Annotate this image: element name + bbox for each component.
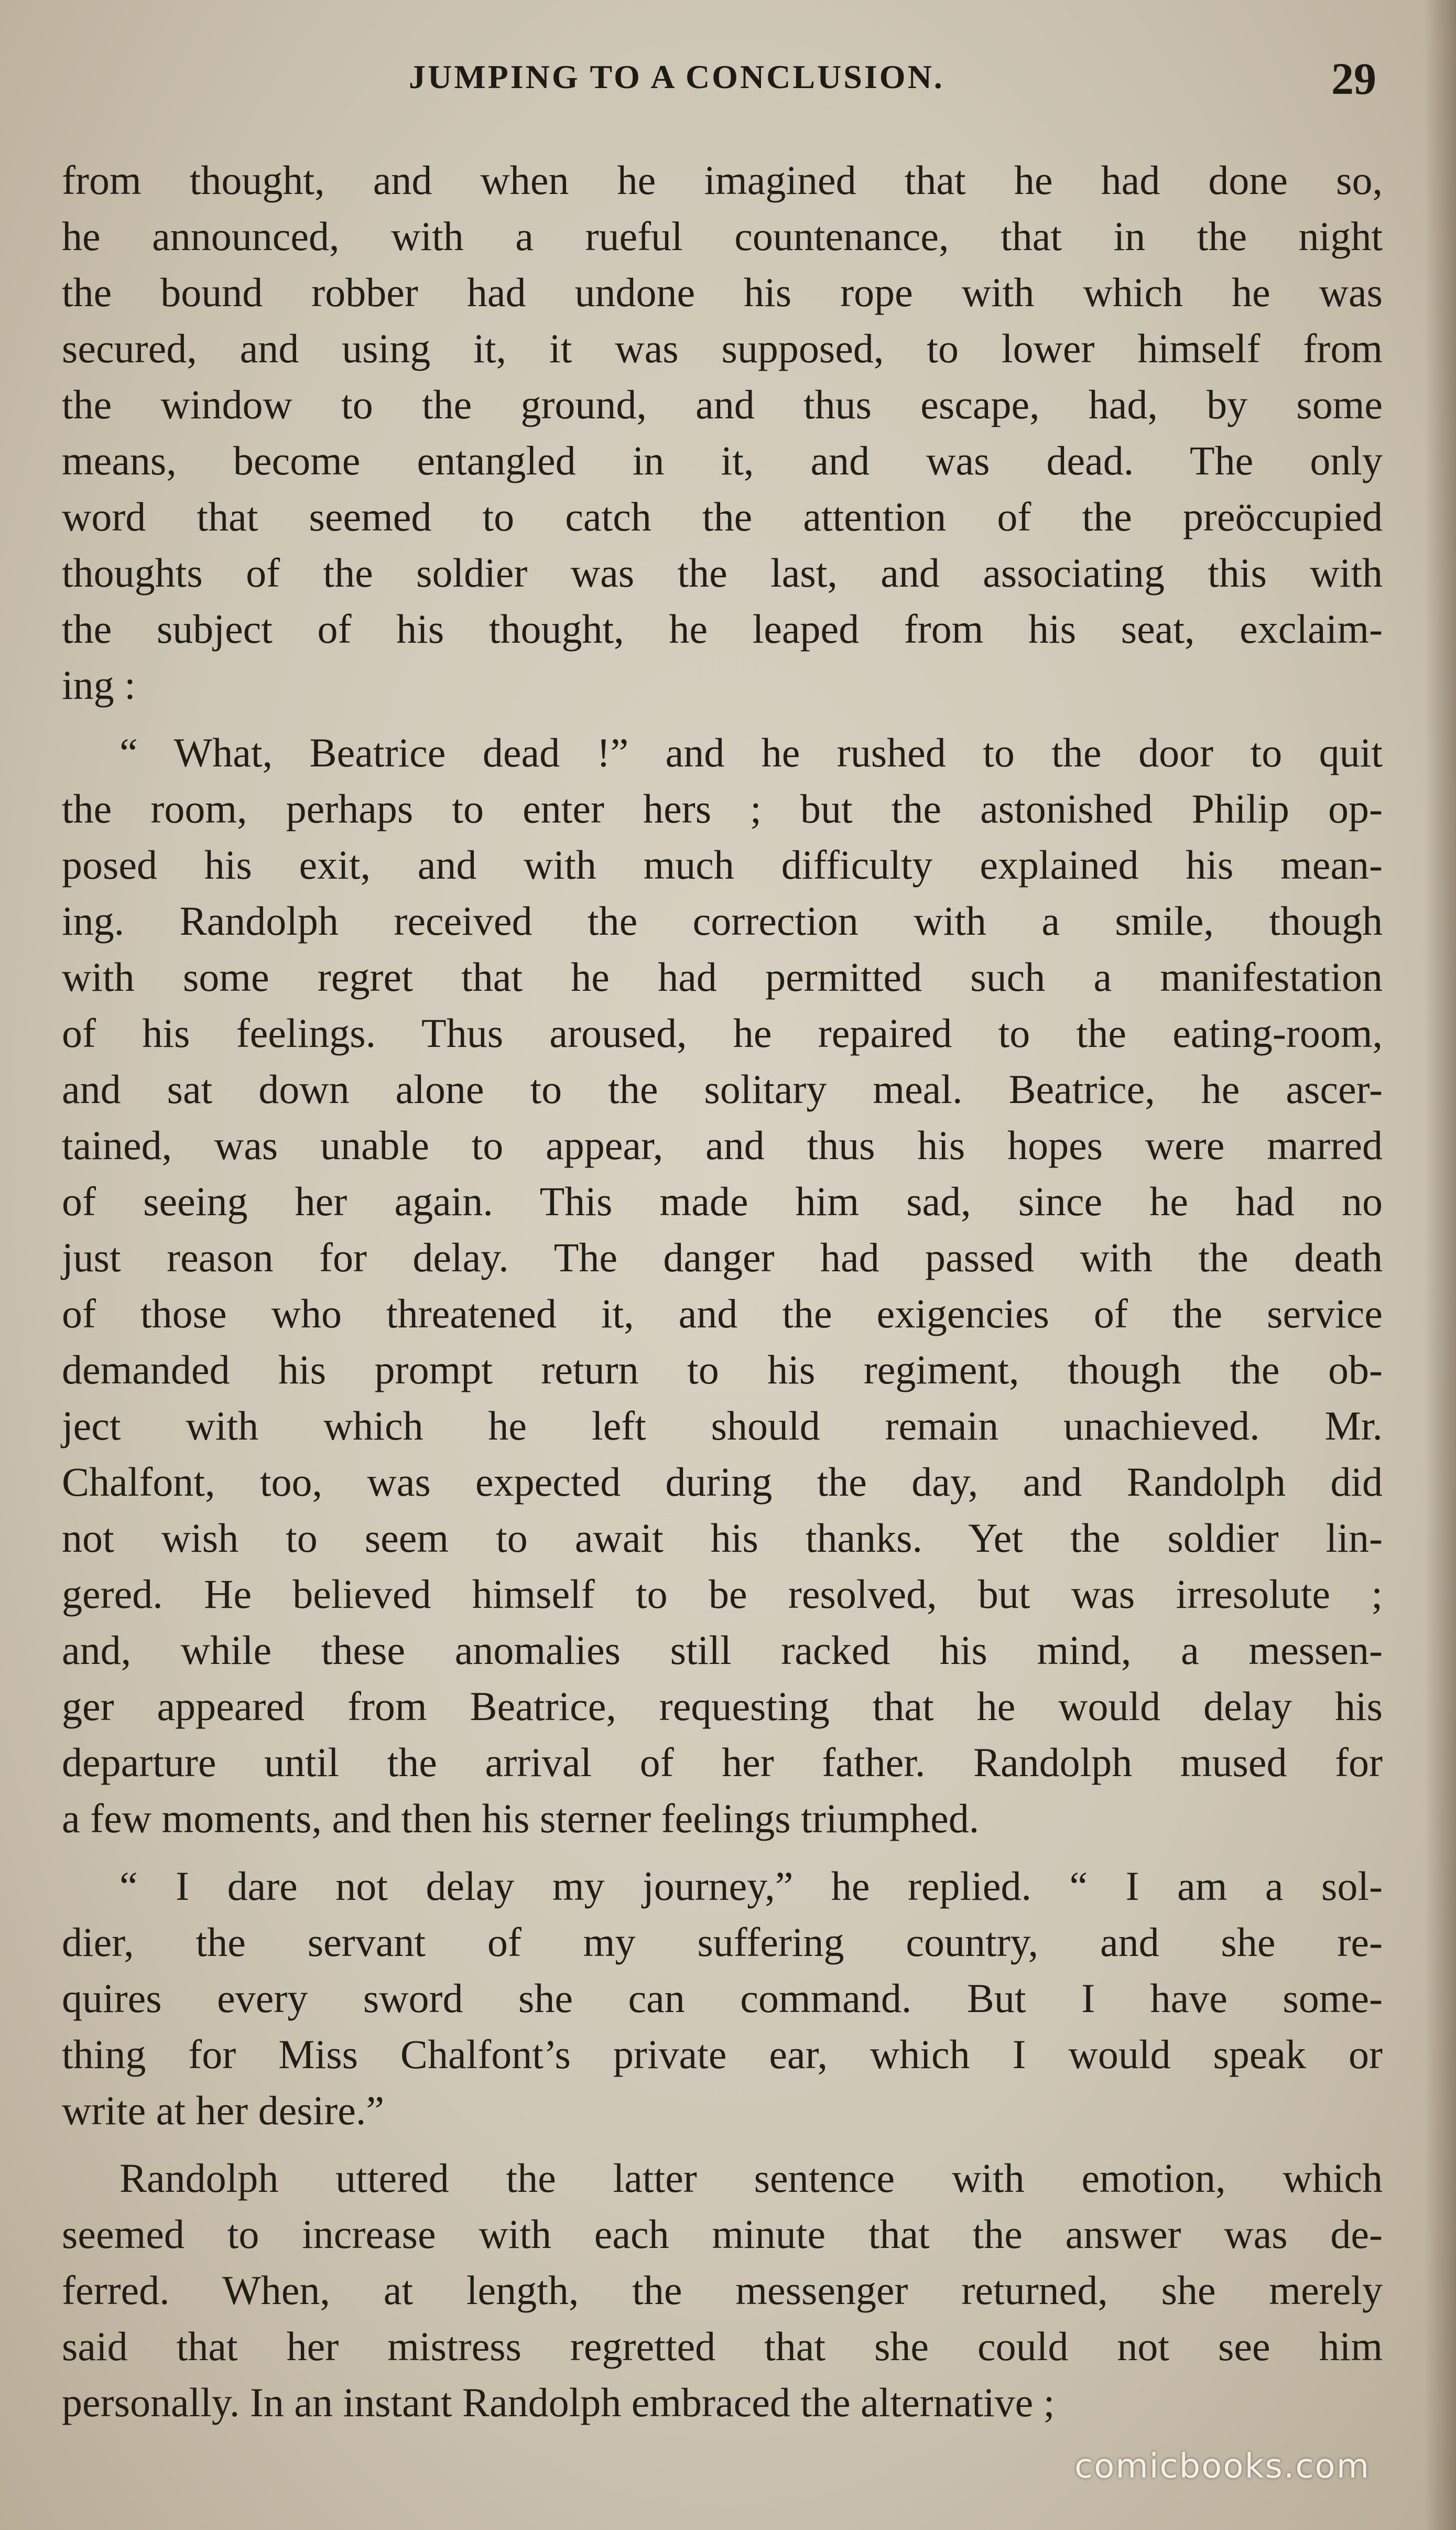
watermark: comicbooks.com (1074, 2447, 1371, 2486)
text-line: dier, the servant of my suffering country, and she re- (62, 1919, 1383, 1965)
text-line: the room, perhaps to enter hers ; but the astonished Philip op- (62, 786, 1383, 831)
text-line: “ I dare not delay my journey,” he replied. “ I am a sol- (119, 1863, 1383, 1909)
text-line: write at her desire.” (62, 2088, 385, 2133)
text-line: of his feelings. Thus aroused, he repaired to the eating-room, (62, 1010, 1383, 1056)
text-line: and, while these anomalies still racked his mind, a messen- (62, 1627, 1383, 1673)
text-line: of those who threatened it, and the exigencies of the service (62, 1291, 1383, 1336)
text-line: the subject of his thought, he leaped from his seat, exclaim- (62, 606, 1383, 652)
text-line: word that seemed to catch the attention of the preöccupied (62, 494, 1383, 539)
text-line: tained, was unable to appear, and thus his hopes were marred (62, 1122, 1383, 1168)
paragraph (62, 725, 1383, 1846)
paragraph (62, 152, 1383, 713)
paragraph (62, 1858, 1383, 2138)
text-line: not wish to seem to await his thanks. Yet the soldier lin- (62, 1515, 1383, 1561)
text-line: just reason for delay. The danger had passed with the death (62, 1235, 1383, 1280)
text-line: ger appeared from Beatrice, requesting that he would delay his (62, 1683, 1383, 1729)
page-header (0, 52, 1456, 115)
text-line: departure until the arrival of her father. Randolph mused for (62, 1739, 1383, 1785)
text-line: the bound robber had undone his rope with which he was (62, 269, 1383, 315)
text-line: ject with which he left should remain unachieved. Mr. (62, 1403, 1383, 1448)
text-line: Chalfont, too, was expected during the day, and Randolph did (62, 1459, 1383, 1505)
text-line: ing : (62, 662, 136, 708)
text-line: personally. In an instant Randolph embraced the alternative ; (62, 2380, 1055, 2425)
text-line: of seeing her again. This made him sad, since he had no (62, 1178, 1383, 1224)
text-line: posed his exit, and with much difficulty explained his mean- (62, 842, 1383, 888)
text-line: the window to the ground, and thus escape, had, by some (62, 382, 1383, 427)
body-text (62, 152, 1383, 2442)
page-edge-shadow (1425, 0, 1456, 2530)
text-line: seemed to increase with each minute that the answer was de- (62, 2211, 1383, 2257)
text-line: and sat down alone to the solitary meal. Beatrice, he ascer- (62, 1066, 1383, 1112)
text-line: a few moments, and then his sterner feelings triumphed. (62, 1796, 980, 1841)
text-line: thoughts of the soldier was the last, and associating this with (62, 550, 1383, 596)
text-line: ing. Randolph received the correction with a smile, though (62, 898, 1383, 944)
text-line: Randolph uttered the latter sentence with emotion, which (119, 2155, 1383, 2201)
text-line: quires every sword she can command. But I have some- (62, 1975, 1383, 2021)
text-line: said that her mistress regretted that she could not see him (62, 2323, 1383, 2369)
text-line: gered. He believed himself to be resolved, but was irresolute ; (62, 1571, 1383, 1617)
text-line: ferred. When, at length, the messenger returned, she merely (62, 2267, 1383, 2313)
text-line: with some regret that he had permitted such a manifestation (62, 954, 1383, 1000)
text-line: secured, and using it, it was supposed, to lower himself from (62, 326, 1383, 371)
running-title: JUMPING TO A CONCLUSION. (409, 58, 944, 95)
page-number: 29 (1331, 53, 1376, 104)
text-line: thing for Miss Chalfont’s private ear, which I would speak or (62, 2031, 1383, 2077)
text-line: means, become entangled in it, and was dead. The only (62, 438, 1383, 483)
text-line: demanded his prompt return to his regiment, though the ob- (62, 1347, 1383, 1392)
text-line: he announced, with a rueful countenance, that in the night (62, 213, 1383, 259)
text-line: from thought, and when he imagined that he had done so, (62, 157, 1383, 203)
paragraph (62, 2150, 1383, 2430)
text-line: “ What, Beatrice dead !” and he rushed to the door to quit (119, 730, 1383, 775)
